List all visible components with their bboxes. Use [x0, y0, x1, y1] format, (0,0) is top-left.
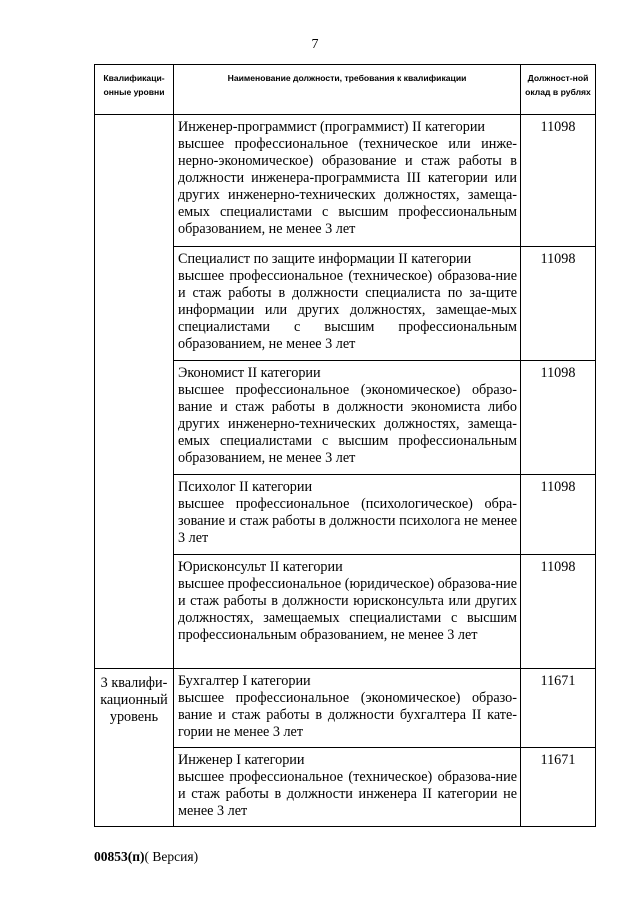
position-title: Специалист по защите информации II категории	[178, 251, 472, 267]
header-position-requirements: Наименование должности, требования к квалификации	[174, 65, 521, 115]
position-cell	[174, 361, 521, 475]
table-header-row	[95, 65, 596, 115]
salary-value: 11098	[521, 361, 596, 475]
position-cell	[174, 748, 521, 827]
position-cell	[174, 669, 521, 748]
salary-value: 11098	[521, 115, 596, 247]
document-code: 00853(п)	[94, 849, 145, 864]
position-title: Инженер I категории	[178, 752, 305, 768]
document-version: ( Версия)	[144, 849, 199, 864]
header-qualification-levels: Квалификаци-онные уровни	[95, 65, 174, 115]
position-title: Инженер-программист (программист) II категории	[178, 119, 486, 135]
salary-value: 11671	[521, 669, 596, 748]
qualification-level-cell	[95, 115, 174, 669]
position-requirements: высшее профессиональное (экономическое) образо-вание и стаж работы в должности экономиста либо других инженерно-технических должностях, замеща-емых специалистами с высшим профессиональным образованием, не менее 3 лет	[178, 382, 517, 466]
salary-table	[94, 64, 596, 827]
position-requirements: высшее профессиональное (экономическое) образо-вание и стаж работы в должности бухгалтера II кате-гории не менее 3 лет	[178, 690, 517, 740]
header-salary: Должност-ной оклад в рублях	[521, 65, 596, 115]
position-requirements: высшее профессиональное (психологическое) обра-зование и стаж работы в должности психолога не менее 3 лет	[178, 496, 517, 546]
salary-value: 11098	[521, 475, 596, 555]
table-row	[95, 669, 596, 748]
qualification-level-cell: 3 квалифи-кационный уровень	[95, 669, 174, 827]
position-requirements: высшее профессиональное (техническое или инже-нерно-экономическое) образование и стаж работы в должности инженера-программиста III категории или других инженерно-технических должностях, замеща-емых специалистами с высшим профессиональным образованием, не менее 3 лет	[178, 136, 517, 237]
position-title: Экономист II категории	[178, 365, 321, 381]
position-title: Бухгалтер I категории	[178, 673, 311, 689]
salary-value: 11098	[521, 247, 596, 361]
position-cell	[174, 247, 521, 361]
salary-value: 11671	[521, 748, 596, 827]
position-cell	[174, 115, 521, 247]
position-requirements: высшее профессиональное (юридическое) образова-ние и стаж работы в должности юрисконсульта или других должностях, замещаемых специалистами с высшим профессиональным образованием, не менее 3 лет	[178, 576, 518, 643]
document-footer	[94, 849, 198, 865]
page-number: 7	[311, 37, 319, 52]
position-title: Юрисконсульт II категории	[178, 559, 343, 575]
position-cell	[174, 475, 521, 555]
salary-value: 11098	[521, 555, 596, 669]
table-row	[95, 115, 596, 247]
position-requirements: высшее профессиональное (техническое) образова-ние и стаж работы в должности инженера II категории не менее 3 лет	[178, 769, 517, 819]
position-title: Психолог II категории	[178, 479, 313, 495]
position-cell	[174, 555, 521, 669]
position-requirements: высшее профессиональное (техническое) образова-ние и стаж работы в должности специалиста по за-щите информации или других должностях, замещае-мых специалистами с высшим профессиональным образованием, не менее 3 лет	[178, 268, 517, 352]
